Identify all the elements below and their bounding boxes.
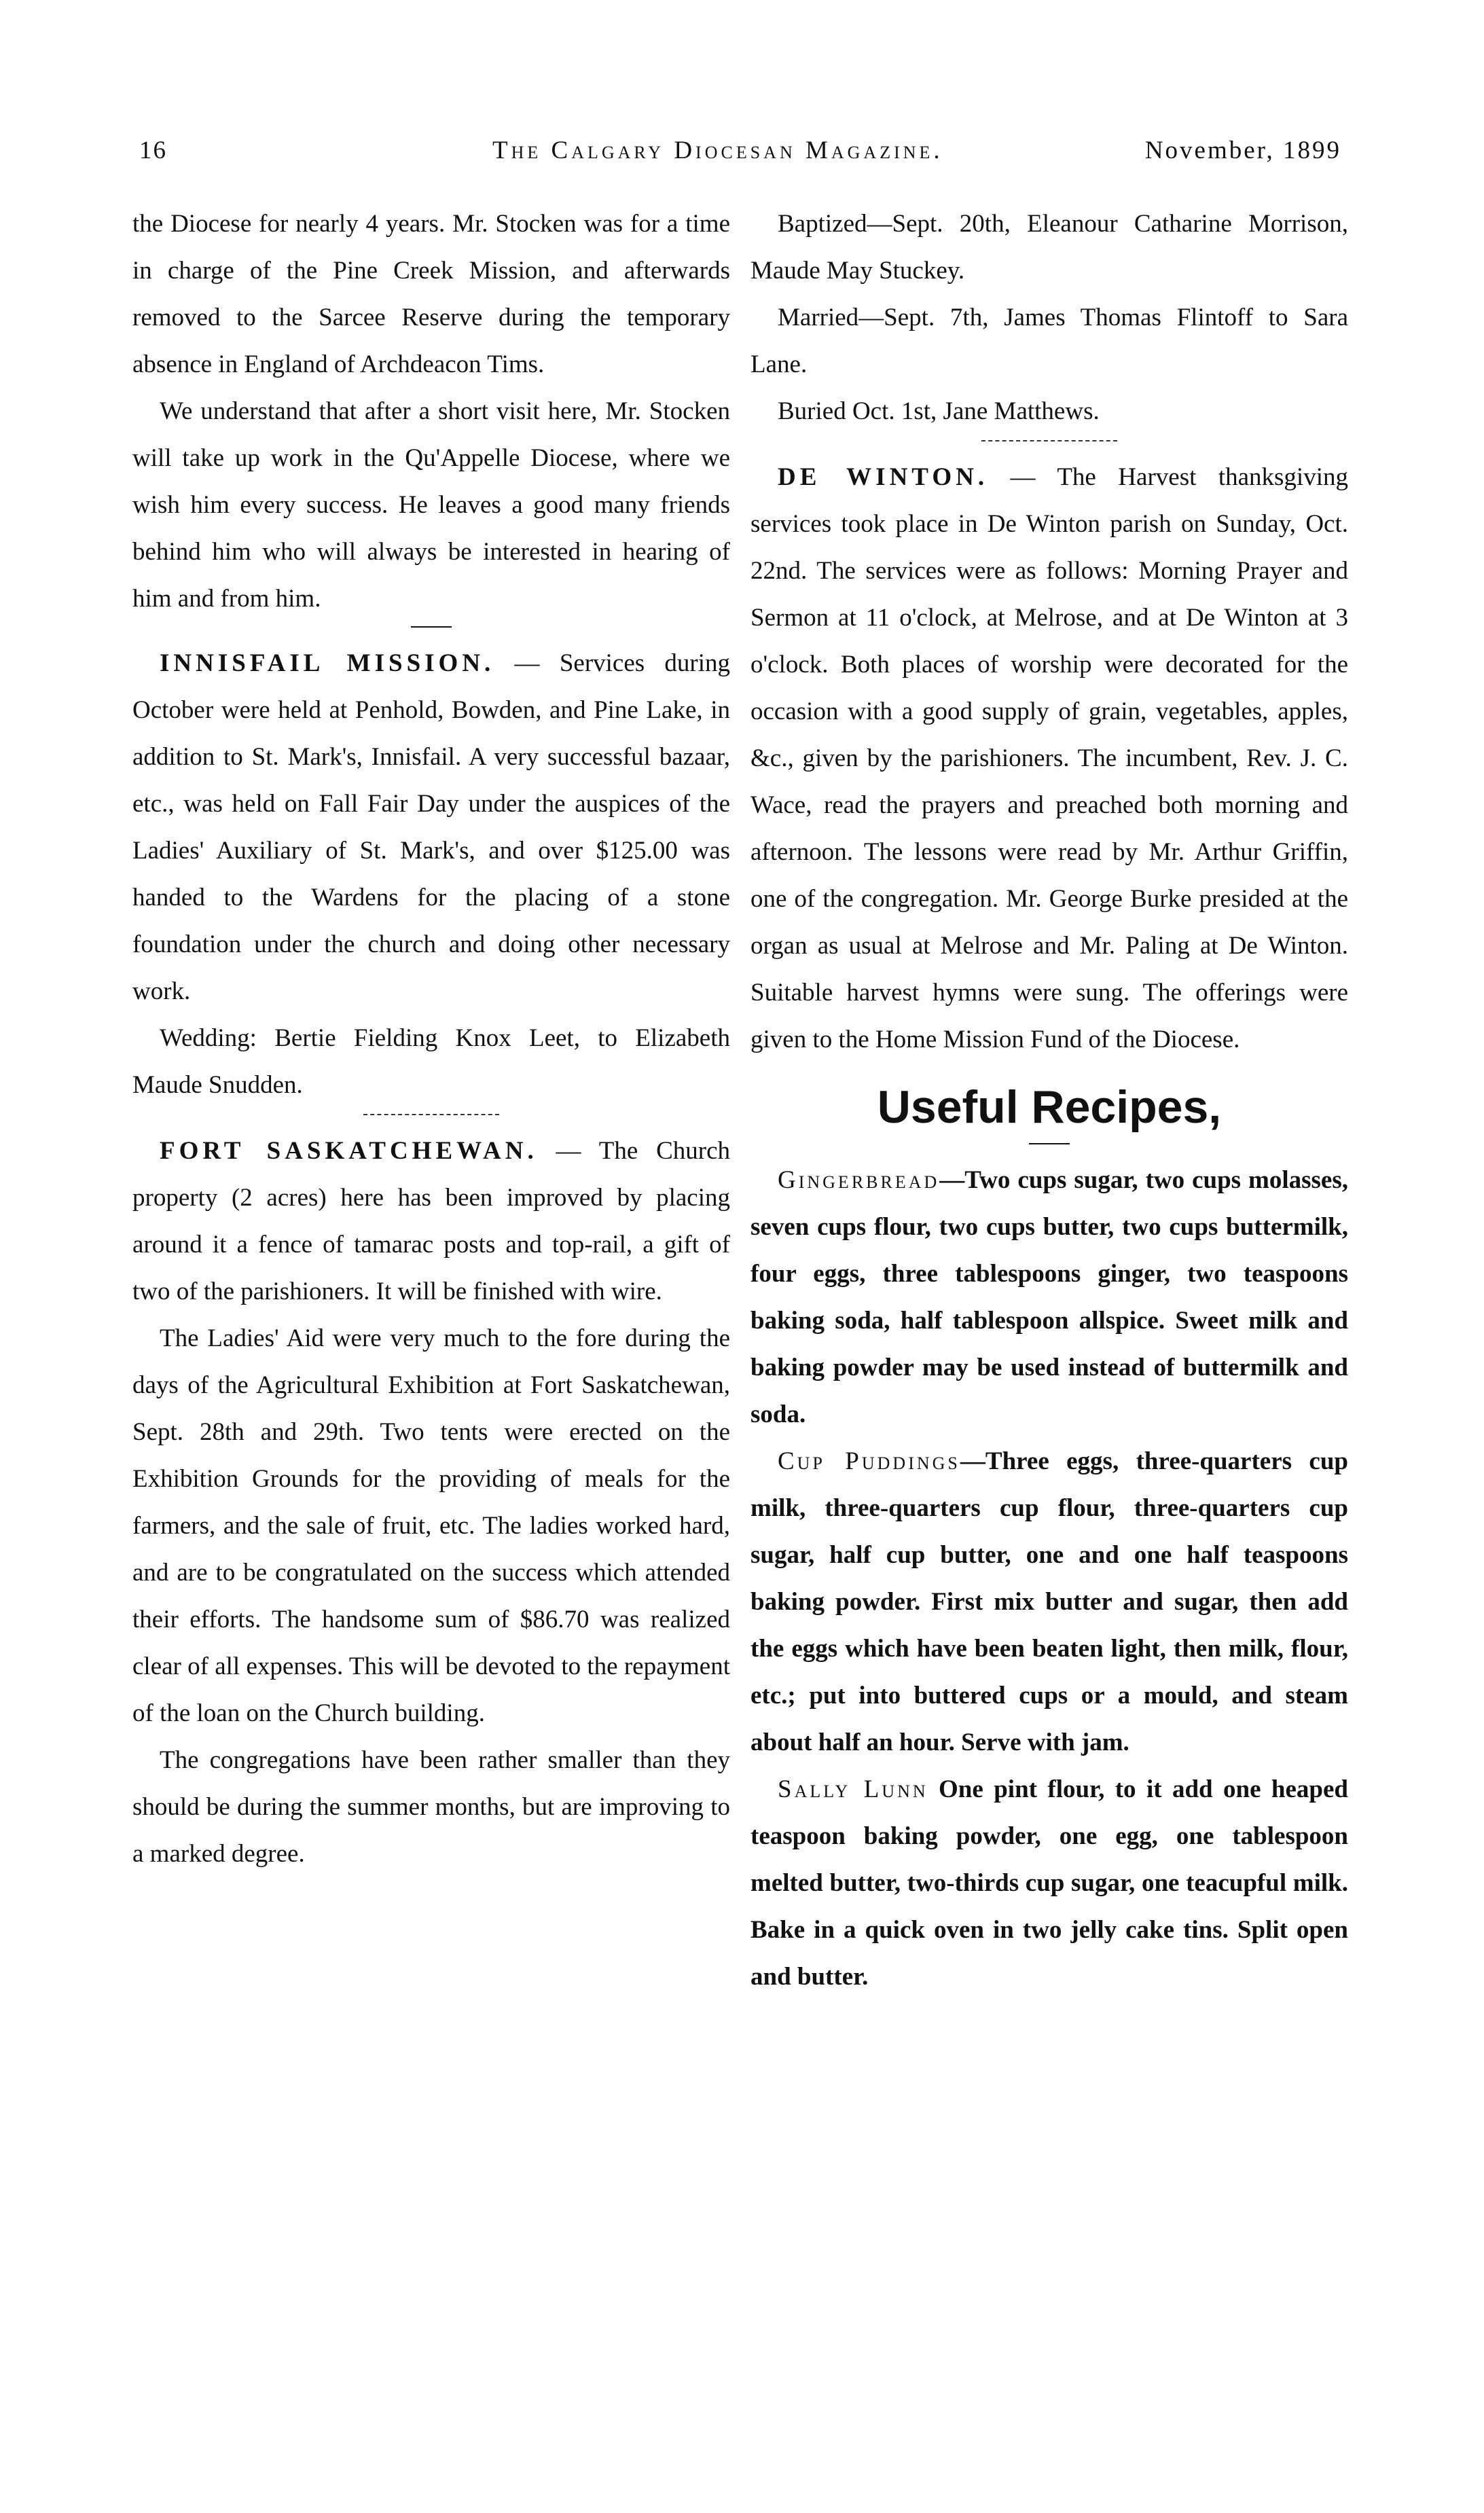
stocken-paragraph-2: We understand that after a short visit here, Mr. Stocken will take up work in the Qu'Appelle Diocese, where we wish him every success. He leaves a good many friends behind him who will always be interested in hearing of him and from him. [132, 397, 730, 613]
recipes-title: Useful Recipes, [877, 1081, 1222, 1133]
sally-lunn-name: Sally Lunn [778, 1775, 928, 1803]
innisfail-heading: INNISFAIL MISSION. [160, 649, 495, 677]
cup-puddings-recipe [750, 1438, 1348, 1766]
section-divider [1029, 1143, 1070, 1144]
fort-saskatchewan-text: The Church property (2 acres) here has been improved by placing around it a fence of tamarac posts and top-rail, a gift of two of the parishioners. It will be finished with wire. [132, 1137, 730, 1305]
de-winton-text: The Harvest thanksgiving services took place in De Winton parish on Sunday, Oct. 22nd. The services were as follows: Morning Prayer and Sermon at 11 o'clock, at Melrose, and at De Winton at 3 o'clock. Both places of worship were decorated for the occasion with a good supply of grain, vegetables, apples, &c., given by the parishioners. The incumbent, Rev. J. C. Wace, read the prayers and preached both morning and afternoon. The lessons were read by Mr. Arthur Griffin, one of the congregation. Mr. George Burke presided at the organ as usual at Melrose and Mr. Paling at De Winton. Suitable harvest hymns were sung. The offerings were given to the Home Mission Fund of the Diocese. [750, 463, 1348, 1053]
sally-lunn-recipe [750, 1766, 1348, 2000]
buried-notice: Buried Oct. 1st, Jane Matthews. [778, 397, 1100, 425]
de-winton-section: DE WINTON. — The Harvest thanksgiving services took place in De Winton parish on Sunday, Oct. 22nd. The services were as follows: Morning Prayer and Sermon at 11 o'clock, at Melrose, and at De Winton at 3 o'clock. Both places of worship were decorated for the occasion with a good supply of grain, vegetables, apples, &c., given by the parishioners. The incumbent, Rev. J. C. Wace, read the prayers and preached both morning and afternoon. The lessons were read by Mr. Arthur Griffin, one of the congregation. Mr. George Burke presided at the organ as usual at Melrose and Mr. Paling at De Winton. Suitable harvest hymns were sung. The offerings were given to the Home Mission Fund of the Diocese. [750, 463, 1348, 1053]
page-number: 16 [139, 137, 167, 164]
page-header [139, 136, 1341, 183]
stocken-paragraph-1: the Diocese for nearly 4 years. Mr. Stocken was for a time in charge of the Pine Creek Mission, and afterwards removed to the Sarcee Reserve during the temporary absence in England of Archdeacon Tims. [132, 210, 730, 378]
fort-section: FORT SASKATCHEWAN. — The Church property (2 acres) here has been improved by placing around it a fence of tamarac posts and top-rail, a gift of two of the parishioners. It will be finished with wire. [132, 1137, 730, 1305]
congregations-paragraph: The congregations have been rather smaller than they should be during the summer months, but are improving to a marked degree. [132, 1746, 730, 1868]
cup-puddings-text: —Three eggs, three-quarters cup milk, three-quarters cup flour, three-quarters cup sugar, half cup butter, one and one half teaspoons baking powder. First mix butter and sugar, then add the eggs which have been beaten light, then milk, flour, etc.; put into buttered cups or a mould, and steam about half an hour. Serve with jam. [750, 1447, 1349, 1756]
innisfail-section: INNISFAIL MISSION. — Services during October were held at Penhold, Bowden, and Pine Lake, in addition to St. Mark's, Innisfail. A very successful bazaar, etc., was held on Fall Fair Day under the auspices of the Ladies' Auxiliary of St. Mark's, and over $125.00 was handed to the Wardens for the placing of a stone foundation under the church and doing other necessary work. [132, 649, 731, 1005]
innisfail-text: Services during October were held at Penhold, Bowden, and Pine Lake, in addition to St. Mark's, Innisfail. A very successful bazaar, etc., was held on Fall Fair Day under the auspices of the Ladies' Auxiliary of St. Mark's, and over $125.00 was handed to the Wardens for the placing of a stone foundation under the church and doing other necessary work. [132, 649, 731, 1005]
magazine-title: The Calgary Diocesan Magazine. [492, 137, 943, 164]
married-notice: Married—Sept. 7th, James Thomas Flintoff to Sara Lane. [750, 304, 1348, 378]
sally-lunn-text: One pint flour, to it add one heaped teaspoon baking powder, one egg, one tablespoon melted butter, two-thirds cup sugar, one teacupful milk. Bake in a quick oven in two jelly cake tins. Split open and butter. [750, 1775, 1348, 1991]
section-divider [363, 1114, 499, 1115]
issue-date: November, 1899 [1144, 137, 1341, 164]
gingerbread-recipe [750, 1157, 1348, 1438]
section-divider [981, 440, 1117, 441]
wedding-notice: Wedding: Bertie Fielding Knox Leet, to Elizabeth Maude Snudden. [132, 1024, 730, 1099]
cup-puddings-name: Cup Puddings [778, 1447, 960, 1475]
left-column [132, 200, 730, 1877]
recipes-list [750, 1157, 1348, 2000]
gingerbread-name: Gingerbread [778, 1166, 940, 1194]
baptized-notice: Baptized—Sept. 20th, Eleanour Catharine Morrison, Maude May Stuckey. [750, 210, 1348, 285]
de-winton-heading: DE WINTON. [778, 463, 989, 491]
ladies-aid-paragraph: The Ladies' Aid were very much to the fore during the days of the Agricultural Exhibition at Fort Saskatchewan, Sept. 28th and 29th. Two tents were erected on the Exhibition Grounds for the providing of meals for the farmers, and the sale of fruit, etc. The ladies worked hard, and are to be congratulated on the success which attended their efforts. The handsome sum of $86.70 was realized clear of all expenses. This will be devoted to the repayment of the loan on the Church building. [132, 1324, 730, 1727]
right-column [750, 200, 1348, 2000]
section-divider [411, 626, 452, 628]
fort-saskatchewan-heading: FORT SASKATCHEWAN. [160, 1137, 538, 1165]
gingerbread-text: —Two cups sugar, two cups molasses, seven cups flour, two cups butter, two cups buttermilk, four eggs, three tablespoons ginger, two teaspoons baking soda, half tablespoon allspice. Sweet milk and baking powder may be used instead of buttermilk and soda. [750, 1166, 1348, 1428]
